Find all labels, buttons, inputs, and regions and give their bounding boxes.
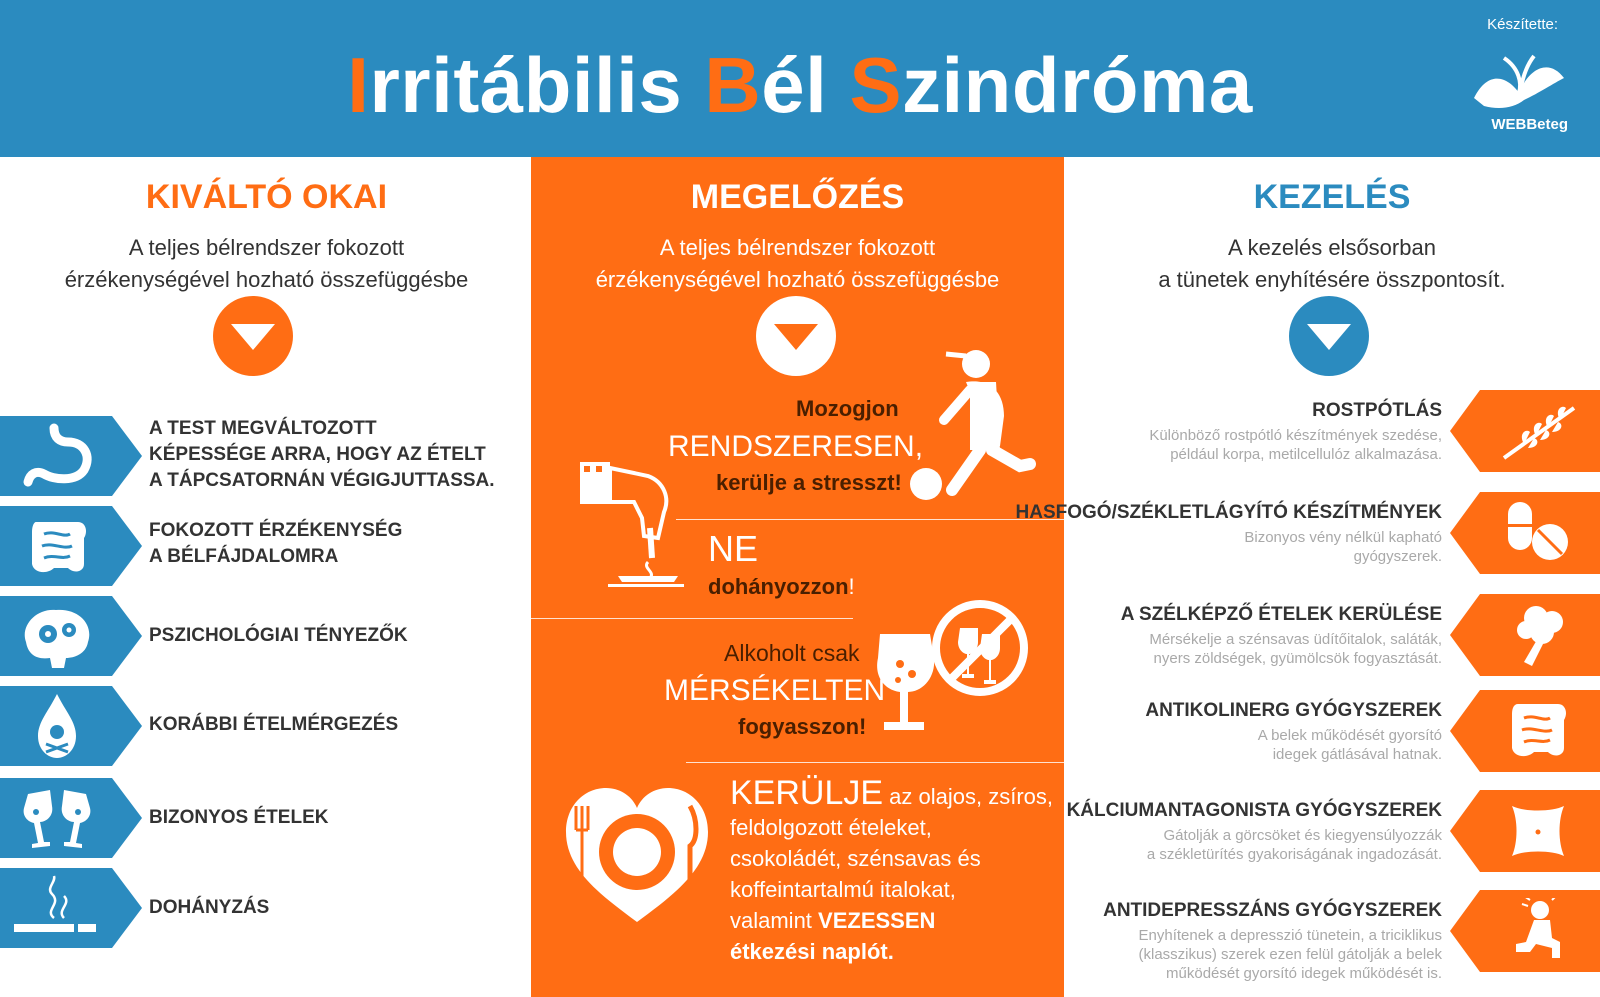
middle-column-subtitle: A teljes bélrendszer fokozott érzékenységével hozható összefüggésbe bbox=[595, 235, 1000, 292]
treatment-desc: Gátolják a görcsöket és kiegyensúlyozzák a székletürítés gyakoriságának ingadozását. bbox=[1146, 827, 1442, 863]
treatment-desc: Mérsékelje a szénsavas üdítőitalok, saláták, nyers zöldségek, gyümölcsök fogyasztását. bbox=[1149, 631, 1442, 667]
cause-item-motility bbox=[0, 416, 520, 496]
cause-item-sensitivity bbox=[0, 506, 520, 586]
cause-item-food-poisoning bbox=[0, 686, 520, 766]
title-word-2: él bbox=[761, 41, 850, 129]
cause-label: BIZONYOS ÉTELEK bbox=[149, 807, 329, 828]
cause-badge bbox=[0, 506, 142, 586]
logo-text: WEBBeteg bbox=[1491, 116, 1568, 133]
wheat-icon bbox=[1494, 398, 1584, 464]
heart-plate-cutlery-icon bbox=[562, 786, 712, 926]
food-line-6: étkezési naplót. bbox=[730, 939, 894, 964]
treatment-desc: A belek működését gyorsító idegek gátlásával hatnak. bbox=[1257, 727, 1442, 763]
food-line-5a: valamint bbox=[730, 908, 819, 933]
cause-label: PSZICHOLÓGIAI TÉNYEZŐK bbox=[149, 625, 408, 646]
food-line-5b: VEZESSEN bbox=[818, 908, 936, 933]
food-line-1: az olajos, zsíros, bbox=[883, 784, 1054, 809]
treatment-desc: Enyhítenek a depresszió tünetein, a triciklikus (klasszikus) szerek ezen felül gátolják a belek működését gyorsító idegek működését is. bbox=[1138, 927, 1442, 982]
depressed-person-icon bbox=[1494, 898, 1584, 964]
cause-item-smoking bbox=[0, 868, 520, 948]
treatment-title: HASFOGÓ/SZÉKLETLÁGYÍTÓ KÉSZÍTMÉNYEK bbox=[1015, 502, 1442, 523]
cause-label: KORÁBBI ÉTELMÉRGEZÉS bbox=[149, 714, 399, 735]
treatment-title: ROSTPÓTLÁS bbox=[1312, 400, 1442, 421]
food-line-2: feldolgozott ételeket, bbox=[730, 815, 932, 840]
broccoli-icon bbox=[1494, 602, 1584, 668]
middle-arrow-circle bbox=[756, 296, 836, 376]
middle-column-title: MEGELŐZÉS bbox=[690, 178, 905, 216]
right-column-title: KEZELÉS bbox=[1253, 178, 1411, 216]
treatment-item-anticholinergic bbox=[1000, 690, 1600, 772]
cigarette-icon bbox=[14, 874, 100, 942]
title-word-1: rritábilis bbox=[369, 41, 705, 129]
title-letter-s: S bbox=[849, 41, 903, 129]
down-arrow-icon bbox=[1307, 324, 1351, 350]
treatment-item-avoid-gas bbox=[1000, 594, 1600, 676]
treatment-badge bbox=[1450, 594, 1600, 676]
title-letter-i: I bbox=[347, 41, 370, 129]
stomach-icon bbox=[14, 422, 100, 490]
treatment-title: A SZÉLKÉPZŐ ÉTELEK KERÜLÉSE bbox=[1120, 604, 1442, 625]
treatment-badge bbox=[1450, 790, 1600, 872]
pills-icon bbox=[1494, 500, 1584, 566]
title-letter-b: B bbox=[704, 41, 762, 129]
down-arrow-icon bbox=[774, 324, 818, 350]
right-column-subtitle: A kezelés elsősorban a tünetek enyhítésére összpontosít. bbox=[1158, 235, 1506, 292]
left-column-subtitle: A teljes bélrendszer fokozott érzékenységével hozható összefüggésbe bbox=[64, 235, 469, 292]
treatment-item-fiber bbox=[1000, 390, 1600, 472]
divider bbox=[531, 618, 853, 619]
smoke-line-1: NE bbox=[708, 528, 759, 569]
exercise-line-1: Mozogjon bbox=[796, 396, 899, 421]
cause-badge bbox=[0, 868, 142, 948]
smoke-exclamation: ! bbox=[848, 574, 855, 599]
cause-label: DOHÁNYZÁS bbox=[149, 897, 270, 918]
intestine-icon bbox=[1494, 698, 1584, 764]
abdomen-icon bbox=[1494, 798, 1584, 864]
made-by-label: Készítette: bbox=[1487, 16, 1558, 33]
treatment-item-calcium-antagonist bbox=[1000, 790, 1600, 872]
smoke-line-2: dohányozzon bbox=[708, 574, 849, 599]
cause-item-certain-foods bbox=[0, 778, 520, 858]
alcohol-line-3: fogyasszon! bbox=[738, 714, 867, 739]
header-banner bbox=[0, 0, 1600, 157]
intestine-icon bbox=[14, 512, 100, 580]
food-line-4: koffeintartalmú italokat, bbox=[730, 877, 956, 902]
treatment-badge bbox=[1450, 890, 1600, 972]
wine-glasses-icon bbox=[14, 784, 100, 852]
treatment-badge bbox=[1450, 390, 1600, 472]
cause-badge bbox=[0, 686, 142, 766]
food-avoid-keyword: KERÜLJE bbox=[730, 774, 884, 812]
treatment-title: ANTIDEPRESSZÁNS GYÓGYSZEREK bbox=[1103, 900, 1442, 921]
hand-cigarette-icon bbox=[578, 458, 688, 598]
page-title bbox=[0, 40, 1600, 131]
left-arrow-circle bbox=[213, 296, 293, 376]
alcohol-line-2: MÉRSÉKELTEN bbox=[664, 674, 886, 707]
cause-badge bbox=[0, 778, 142, 858]
left-column-title: KIVÁLTÓ OKAI bbox=[145, 178, 388, 216]
brain-gears-icon bbox=[14, 602, 100, 670]
cause-label: A TEST MEGVÁLTOZOTT KÉPESSÉGE ARRA, HOGY AZ ÉTELT A TÁPCSATORNÁN VÉGIGJUTTASSA. bbox=[149, 418, 495, 491]
treatment-item-antidiarrheal bbox=[1000, 492, 1600, 574]
treatment-item-antidepressant bbox=[1000, 890, 1600, 982]
exercise-line-2: RENDSZERESEN, bbox=[668, 430, 924, 463]
food-line-3: csokoládét, szénsavas és bbox=[730, 846, 981, 871]
exercise-line-3: kerülje a stresszt! bbox=[716, 470, 902, 495]
title-word-3: zindróma bbox=[902, 41, 1253, 129]
cause-badge bbox=[0, 416, 142, 496]
cause-badge bbox=[0, 596, 142, 676]
treatment-desc: Különböző rostpótló készítmények szedése, például korpa, metilcellulóz alkalmazása. bbox=[1149, 427, 1442, 463]
alcohol-line-1: Alkoholt csak bbox=[724, 640, 860, 666]
poison-drop-icon bbox=[14, 692, 100, 760]
treatment-badge bbox=[1450, 690, 1600, 772]
treatment-title: KÁLCIUMANTAGONISTA GYÓGYSZEREK bbox=[1066, 800, 1442, 821]
cause-label: FOKOZOTT ÉRZÉKENYSÉG A BÉLFÁJDALOMRA bbox=[149, 520, 403, 567]
treatment-badge bbox=[1450, 492, 1600, 574]
right-arrow-circle bbox=[1289, 296, 1369, 376]
treatment-desc: Bizonyos vény nélkül kapható gyógyszerek. bbox=[1244, 529, 1442, 565]
treatment-title: ANTIKOLINERG GYÓGYSZEREK bbox=[1145, 700, 1442, 721]
cause-item-psychology bbox=[0, 596, 520, 676]
down-arrow-icon bbox=[231, 324, 275, 350]
